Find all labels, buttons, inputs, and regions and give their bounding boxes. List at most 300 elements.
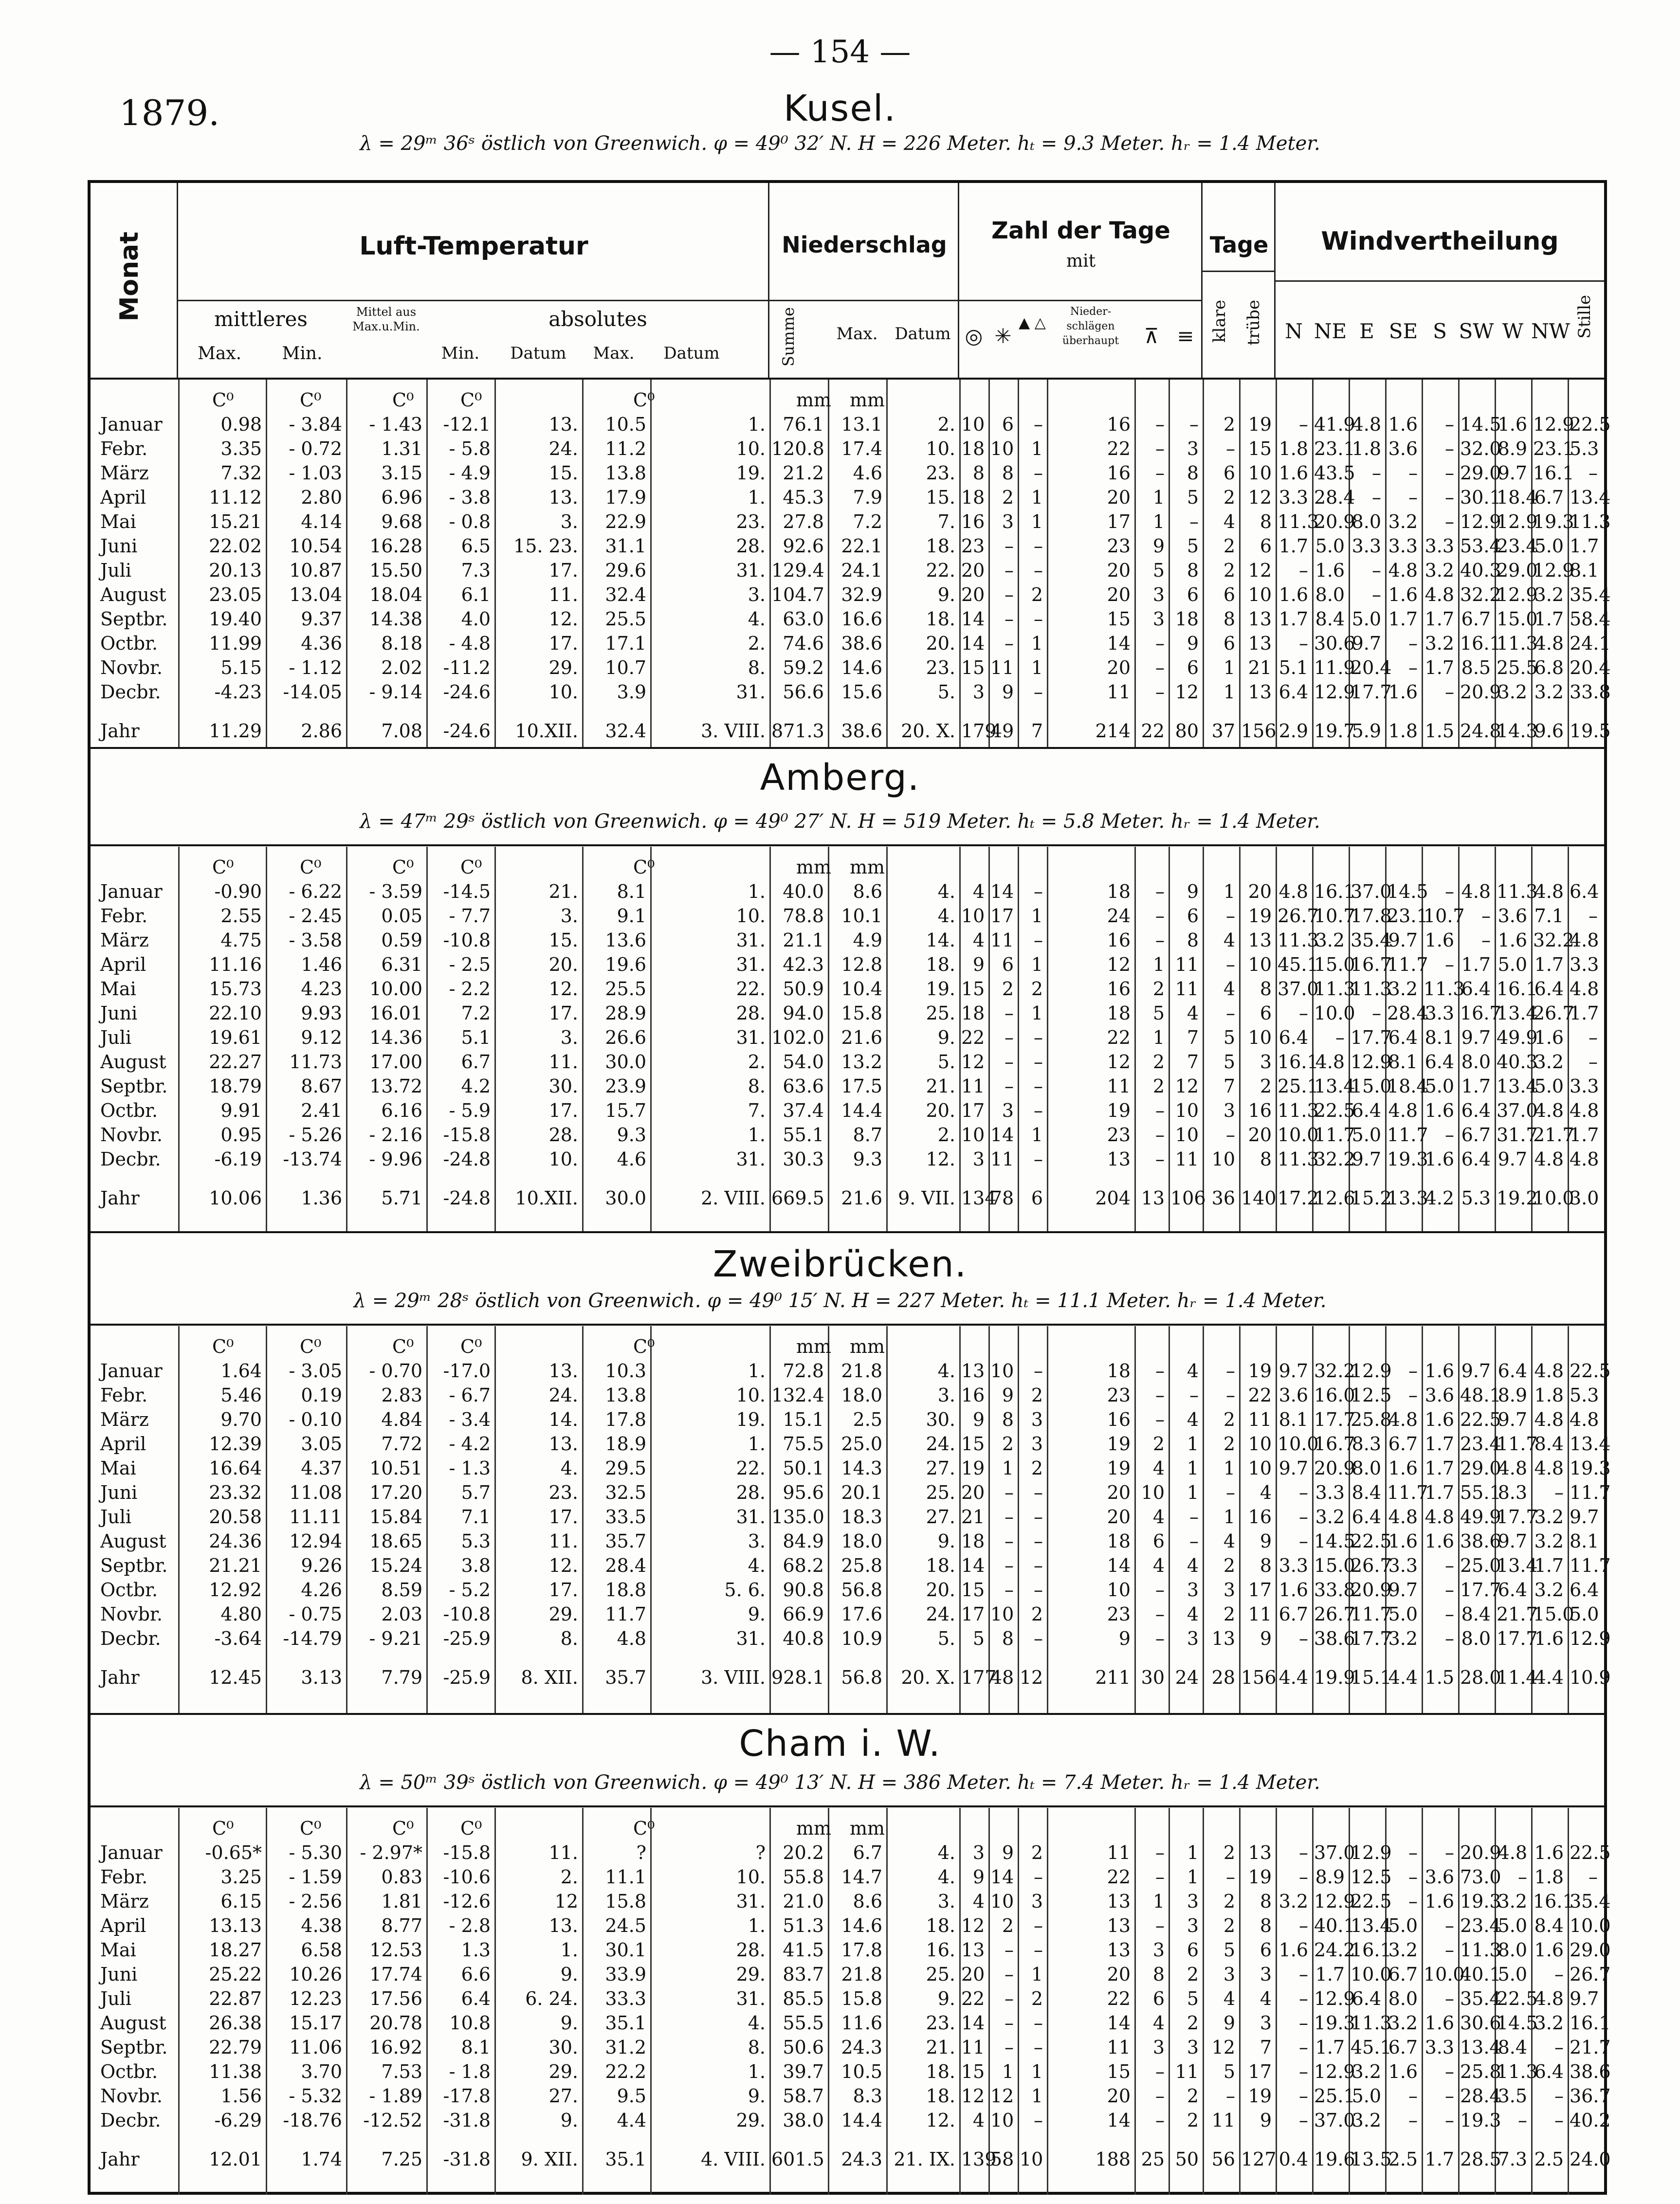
table-cell: –	[1445, 1915, 1454, 1936]
table-cell: 28.4	[1460, 2085, 1501, 2107]
table-cell: 25.5	[1497, 657, 1538, 678]
table-cell: 30.6	[1314, 633, 1355, 654]
table-cell: 37.0	[1278, 978, 1319, 1000]
table-cell: 10	[990, 1360, 1014, 1382]
table-cell: 14.5	[1460, 414, 1501, 435]
table-cell: 3.3	[1278, 487, 1308, 508]
table-cell: 1.7	[1461, 954, 1491, 975]
table-cell: 1.36	[301, 1187, 342, 1209]
table-cell: 83.7	[783, 1964, 824, 1985]
table-cell: 4.8	[1534, 1409, 1564, 1430]
table-cell: 9. VII.	[898, 1187, 955, 1209]
table-cell: 27.	[548, 2085, 578, 2107]
table-cell: 22.5	[1570, 1360, 1611, 1382]
table-cell: 18.0	[841, 1530, 882, 1552]
month-label: Januar	[100, 881, 163, 902]
table-cell: 13.2	[841, 1051, 882, 1073]
table-cell: 5	[1223, 1027, 1235, 1048]
unit-row	[91, 1818, 1604, 1840]
table-cell: –	[1034, 1051, 1043, 1073]
table-cell: 31.	[736, 681, 766, 703]
table-row	[91, 535, 1604, 558]
table-cell: –	[1004, 633, 1014, 654]
table-cell: 55.5	[783, 2012, 824, 2034]
table-cell: 6.4	[1388, 1027, 1418, 1048]
table-cell: 11.3	[1278, 1148, 1319, 1170]
table-cell: 16	[1248, 1100, 1272, 1121]
table-cell: 13.4	[1497, 1002, 1538, 1024]
table-cell: 5.7	[461, 1482, 491, 1503]
table-cell: 3	[1223, 1579, 1235, 1601]
table-cell: 6.4	[1461, 978, 1491, 1000]
table-cell: 3	[1187, 1628, 1199, 1649]
table-cell: 2.80	[301, 487, 342, 508]
table-cell: 1	[1187, 1433, 1199, 1455]
table-cell: 11.73	[289, 1051, 342, 1073]
table-cell: 6.4	[1351, 1988, 1381, 2009]
table-cell: 37.0	[1497, 1100, 1538, 1121]
table-cell: 14.3	[841, 1457, 882, 1479]
table-cell: –	[1299, 1506, 1308, 1528]
table-cell: 6.7	[1388, 1433, 1418, 1455]
table-cell: 8.1	[1570, 1530, 1599, 1552]
table-cell: - 3.59	[369, 881, 422, 902]
table-cell: 7	[1260, 2037, 1272, 2058]
table-cell: 15.0	[1314, 1555, 1355, 1576]
table-cell: 16.1	[1314, 881, 1355, 902]
table-cell: 3.2	[1388, 1939, 1418, 1961]
table-cell: 19.3	[1570, 1457, 1611, 1479]
table-cell: –	[1226, 1002, 1235, 1024]
table-cell: 1.6	[1424, 1360, 1454, 1382]
table-cell: 1.31	[381, 438, 422, 459]
table-cell: 10	[1248, 954, 1272, 975]
table-cell: 5	[1187, 535, 1199, 557]
table-cell: –	[1589, 1027, 1598, 1048]
table-cell: 49	[990, 720, 1014, 742]
table-cell: 11.7	[1570, 1482, 1611, 1503]
table-cell: -31.8	[443, 2110, 491, 2131]
table-cell: 53.4	[1460, 535, 1501, 557]
table-cell: –	[1004, 1506, 1014, 1528]
table-cell: 5.3	[461, 1530, 491, 1552]
table-cell: 9.7	[1351, 633, 1381, 654]
table-cell: 14	[1107, 1555, 1131, 1576]
table-cell: 2	[1031, 1384, 1043, 1406]
table-cell: 26.38	[209, 2012, 262, 2034]
table-cell: 12.	[926, 2110, 955, 2131]
table-cell: 25.0	[1460, 1555, 1501, 1576]
table-cell: 12.8	[841, 954, 882, 975]
table-cell: 4.	[748, 1555, 766, 1576]
table-cell: 9.3	[617, 1124, 646, 1146]
station-table-kusel	[91, 380, 1611, 747]
table-cell: –	[1299, 1482, 1308, 1503]
table-row	[91, 929, 1604, 952]
table-cell: 12	[1211, 2037, 1235, 2058]
table-cell: 10.0	[1351, 1964, 1392, 1985]
table-cell: 15.	[548, 462, 578, 484]
table-cell: 25.5	[605, 978, 646, 1000]
header-abs-datum2: Datum	[663, 344, 720, 363]
table-cell: –	[1155, 1124, 1165, 1146]
table-cell: 13	[1211, 1628, 1235, 1649]
table-cell: 32.4	[605, 720, 646, 742]
table-cell: 6	[1223, 462, 1235, 484]
table-cell: 24.	[548, 438, 578, 459]
wind-s: S	[1433, 319, 1447, 343]
table-cell: 8.6	[853, 1891, 882, 1912]
table-cell: 4.26	[301, 1579, 342, 1601]
table-cell: 1.46	[301, 954, 342, 975]
table-cell: 15	[961, 1579, 985, 1601]
table-cell: 10	[961, 905, 985, 927]
table-cell: 9.6	[1534, 720, 1564, 742]
table-row	[91, 1579, 1604, 1602]
table-cell: 40.1	[1460, 1964, 1501, 1985]
table-cell: 31.	[736, 1988, 766, 2009]
month-label: Novbr.	[100, 1124, 163, 1146]
table-cell: 3	[1223, 1964, 1235, 1985]
table-cell: 6	[1031, 1187, 1043, 1209]
month-label: Febr.	[100, 438, 148, 459]
table-cell: 35.1	[605, 2012, 646, 2034]
table-cell: 22.87	[209, 1988, 262, 2009]
table-cell: 2	[1031, 978, 1043, 1000]
table-cell: 3.35	[220, 438, 262, 459]
table-cell: 24.	[926, 1433, 955, 1455]
table-cell: –	[1034, 929, 1043, 951]
table-cell: - 1.43	[369, 414, 422, 435]
table-cell: 38.6	[1570, 2061, 1611, 2082]
table-cell: 20.58	[209, 1506, 262, 1528]
table-cell: 2	[1223, 1555, 1235, 1576]
table-cell: 9	[1002, 1842, 1014, 1863]
table-cell: –	[1408, 2110, 1418, 2131]
table-cell: 12.9	[1351, 1360, 1392, 1382]
table-cell: 19.6	[1314, 2149, 1355, 2170]
table-cell: 6.58	[301, 1939, 342, 1961]
table-cell: 3.2	[1534, 1530, 1564, 1552]
table-cell: 1	[1031, 2061, 1043, 2082]
table-cell: 5.15	[220, 657, 262, 678]
table-cell: 1	[1152, 1027, 1165, 1048]
table-cell: 8.4	[1351, 1482, 1381, 1503]
table-cell: 29.	[736, 1964, 766, 1985]
table-row	[91, 2037, 1611, 2059]
table-cell: 11.99	[209, 633, 262, 654]
table-cell: 9.26	[301, 1555, 342, 1576]
unit-label: mm	[796, 856, 832, 878]
table-cell: 4.84	[381, 1409, 422, 1430]
table-cell: 8.67	[301, 1075, 342, 1097]
header-zahl-der-tage: Zahl der Tage	[991, 217, 1170, 244]
header-abs-max: Max.	[593, 344, 635, 363]
table-cell: 4.	[560, 1457, 578, 1479]
table-cell: 9	[1260, 2110, 1272, 2131]
table-cell: 2	[1223, 535, 1235, 557]
month-label: April	[100, 487, 146, 508]
table-cell: –	[1034, 1530, 1043, 1552]
table-cell: 15.0	[1351, 1075, 1392, 1097]
month-label: Juli	[100, 1506, 132, 1528]
table-cell: 9.68	[381, 511, 422, 532]
table-cell: 4	[1152, 1506, 1165, 1528]
table-cell: 15.17	[289, 2012, 342, 2034]
table-cell: 12.94	[289, 1530, 342, 1552]
table-cell: 19.3	[1387, 1148, 1428, 1170]
table-cell: 17.00	[369, 1051, 422, 1073]
station-table-zweibruecken	[91, 1326, 1611, 1713]
table-cell: 27.	[926, 1457, 955, 1479]
table-cell: 14.5	[1314, 1530, 1355, 1552]
table-cell: 102.0	[771, 1027, 824, 1048]
table-cell: 13	[1107, 1939, 1131, 1961]
table-cell: –	[1155, 1915, 1165, 1936]
table-cell: 5.46	[220, 1384, 262, 1406]
table-cell: 2.	[937, 414, 955, 435]
fog-icon: ≡	[1177, 324, 1194, 348]
table-cell: 24.1	[841, 560, 882, 581]
table-cell: 4	[1260, 1482, 1272, 1503]
unit-row	[91, 856, 1604, 879]
table-cell: 16	[1248, 1506, 1272, 1528]
table-cell: –	[1408, 2085, 1418, 2107]
table-cell: 10.06	[209, 1187, 262, 1209]
table-cell: 11.7	[1570, 1555, 1611, 1576]
table-cell: 4	[1187, 1555, 1199, 1576]
hail-icon: ▲ △	[1019, 314, 1046, 331]
station-title-cham: Cham i. W.	[739, 1723, 941, 1765]
table-cell: 56.6	[783, 681, 824, 703]
table-cell: 17.20	[369, 1482, 422, 1503]
table-cell: 12.9	[1460, 511, 1501, 532]
table-cell: 2	[1152, 1433, 1165, 1455]
table-cell: 13.8	[605, 1384, 646, 1406]
table-cell: 11	[1175, 2061, 1199, 2082]
table-cell: 1.7	[1534, 954, 1564, 975]
table-cell: –	[1445, 1939, 1454, 1961]
table-cell: - 1.3	[449, 1457, 491, 1479]
table-cell: 8.1	[1424, 1027, 1454, 1048]
table-cell: 17.	[548, 1002, 578, 1024]
table-cell: -15.8	[443, 1842, 491, 1863]
table-cell: 3	[1187, 1915, 1199, 1936]
table-cell: 10.	[736, 1866, 766, 1888]
table-cell: 1	[1152, 954, 1165, 975]
table-cell: 12	[1107, 1051, 1131, 1073]
table-cell: –	[1445, 1628, 1454, 1649]
table-cell: 8.9	[1497, 438, 1527, 459]
header-luft-temperatur: Luft-Temperatur	[359, 232, 588, 261]
table-cell: 1.6	[1424, 1530, 1454, 1552]
table-cell: 25.1	[1314, 2085, 1355, 2107]
table-cell: 30.6	[1460, 2012, 1501, 2034]
table-cell: 1.6	[1424, 1100, 1454, 1121]
table-cell: –	[1226, 1384, 1235, 1406]
table-cell: 68.2	[783, 1555, 824, 1576]
table-cell: 5.3	[1570, 1384, 1599, 1406]
table-cell: 18.	[926, 535, 955, 557]
table-cell: 0.95	[220, 1124, 262, 1146]
table-cell: 7.2	[853, 511, 882, 532]
year-label: Jahr	[100, 1667, 140, 1688]
table-cell: 32.5	[605, 1482, 646, 1503]
table-cell: 6.6	[461, 1964, 491, 1985]
table-cell: 10.51	[369, 1457, 422, 1479]
table-cell: –	[1004, 1482, 1014, 1503]
table-cell: 30.0	[605, 1051, 646, 1073]
table-cell: 11	[990, 1148, 1014, 1170]
table-cell: 17.	[548, 1579, 578, 1601]
header-mittel: Mittel aus Max.u.Min.	[352, 305, 420, 333]
table-cell: 1	[1223, 1457, 1235, 1479]
table-cell: 14	[1107, 633, 1131, 654]
table-cell: 4.8	[1570, 978, 1599, 1000]
table-cell: 13.6	[605, 929, 646, 951]
table-cell: 4.8	[617, 1628, 646, 1649]
table-cell: 2.5	[853, 1409, 882, 1430]
table-cell: 11.3	[1460, 1939, 1501, 1961]
table-row	[91, 438, 1604, 460]
table-cell: 20.13	[209, 560, 262, 581]
table-cell: 54.0	[783, 1051, 824, 1073]
table-cell: 3.6	[1278, 1384, 1308, 1406]
table-cell: 4.8	[1424, 1506, 1454, 1528]
table-cell: 6.4	[1570, 1579, 1599, 1601]
table-cell: 11.16	[209, 954, 262, 975]
table-cell: 4.8	[1534, 1457, 1564, 1479]
table-row	[91, 2012, 1611, 2035]
table-cell: 2	[1223, 560, 1235, 581]
unit-label: C⁰	[633, 1336, 655, 1357]
table-cell: 4.4	[1278, 1667, 1308, 1688]
table-cell: 6.4	[461, 1988, 491, 2009]
table-cell: 16	[1107, 929, 1131, 951]
table-cell: 19.9	[1314, 1667, 1355, 1688]
header-niederschlag: Niederschlag	[782, 232, 947, 258]
table-cell: –	[1155, 1628, 1165, 1649]
table-cell: 4	[1187, 1360, 1199, 1382]
table-cell: –	[1372, 487, 1381, 508]
table-cell: - 6.7	[449, 1384, 491, 1406]
table-cell: - 3.4	[449, 1409, 491, 1430]
table-cell: 5	[1187, 487, 1199, 508]
table-cell: 31.	[736, 1506, 766, 1528]
table-cell: 30.1	[1460, 487, 1501, 508]
table-cell: 5.0	[1315, 535, 1345, 557]
table-cell: 13.4	[1351, 1915, 1392, 1936]
table-cell: 20	[1107, 1964, 1131, 1985]
table-cell: 10.0	[1424, 1964, 1465, 1985]
table-cell: 94.0	[783, 1002, 824, 1024]
table-cell: –	[1299, 1842, 1308, 1863]
table-cell: 3.2	[1497, 1891, 1527, 1912]
table-cell: 10	[1248, 1457, 1272, 1479]
table-cell: 10.8	[449, 2012, 491, 2034]
table-row	[91, 1457, 1611, 1480]
table-cell: 871.3	[771, 720, 824, 742]
table-cell: –	[1155, 633, 1165, 654]
table-cell: 11	[1107, 2037, 1131, 2058]
table-cell: 2. VIII.	[701, 1187, 766, 1209]
table-cell: 5.9	[1351, 720, 1381, 742]
table-cell: 3.3	[1570, 954, 1599, 975]
table-cell: 28.	[736, 1002, 766, 1024]
table-cell: 13.4	[1497, 1075, 1538, 1097]
table-cell: 10.1	[841, 905, 882, 927]
table-cell: 6.4	[1461, 1148, 1491, 1170]
table-cell: 12.9	[1533, 560, 1574, 581]
table-cell: 13.4	[1497, 1555, 1538, 1576]
table-cell: 7.32	[220, 462, 262, 484]
table-cell: - 5.9	[449, 1100, 491, 1121]
table-cell: 1.6	[1388, 1530, 1418, 1552]
table-cell: 10	[1107, 1579, 1131, 1601]
table-cell: 10.XII.	[515, 720, 578, 742]
table-cell: 33.9	[605, 1964, 646, 1985]
table-cell: 8.1	[1570, 560, 1599, 581]
table-cell: 13	[1248, 929, 1272, 951]
table-row	[91, 1148, 1604, 1171]
table-cell: 3.0	[1570, 1187, 1599, 1209]
table-cell: 9	[972, 1866, 985, 1888]
table-cell: 10.00	[369, 978, 422, 1000]
month-label: Decbr.	[100, 681, 161, 703]
table-cell: 140	[1241, 1187, 1277, 1209]
table-cell: 3. VIII.	[701, 720, 766, 742]
table-cell: 25.8	[1460, 2061, 1501, 2082]
table-cell: 16.7	[1314, 1433, 1355, 1455]
table-cell: 19	[1248, 2085, 1272, 2107]
table-cell: -12.1	[443, 414, 491, 435]
table-cell: –	[1554, 1964, 1564, 1985]
table-cell: –	[1004, 1555, 1014, 1576]
table-cell: –	[1226, 1124, 1235, 1146]
table-cell: 3	[1002, 1100, 1014, 1121]
table-cell: 21.2	[783, 462, 824, 484]
table-cell: 20	[961, 560, 985, 581]
table-cell: - 1.89	[369, 2085, 422, 2107]
table-cell: 4	[1187, 1409, 1199, 1430]
table-cell: 2.03	[381, 1603, 422, 1625]
unit-label: mm	[796, 389, 832, 411]
table-cell: 23.4	[1497, 535, 1538, 557]
table-cell: 18.65	[369, 1530, 422, 1552]
table-cell: 11.11	[289, 1506, 342, 1528]
table-cell: 4	[1223, 1530, 1235, 1552]
table-cell: 4	[972, 929, 985, 951]
table-cell: 32.0	[1460, 438, 1501, 459]
table-cell: 3	[1031, 1433, 1043, 1455]
table-cell: 7.53	[381, 2061, 422, 2082]
table-cell: 3.15	[381, 462, 422, 484]
table-cell: 26.6	[605, 1027, 646, 1048]
table-cell: 11.	[548, 1051, 578, 1073]
snow-icon: ✳	[994, 324, 1012, 348]
table-cell: 20	[1107, 2085, 1131, 2107]
table-cell: 40.8	[783, 1628, 824, 1649]
table-cell: -25.9	[443, 1628, 491, 1649]
table-cell: 9.	[560, 1964, 578, 1985]
table-cell: 0.59	[381, 929, 422, 951]
table-cell: 19.5	[1570, 720, 1611, 742]
table-cell: 3.70	[301, 2061, 342, 2082]
table-cell: 17.	[548, 560, 578, 581]
table-cell: 17	[961, 1603, 985, 1625]
table-cell: 16.1	[1351, 1939, 1392, 1961]
table-cell: - 9.21	[369, 1628, 422, 1649]
